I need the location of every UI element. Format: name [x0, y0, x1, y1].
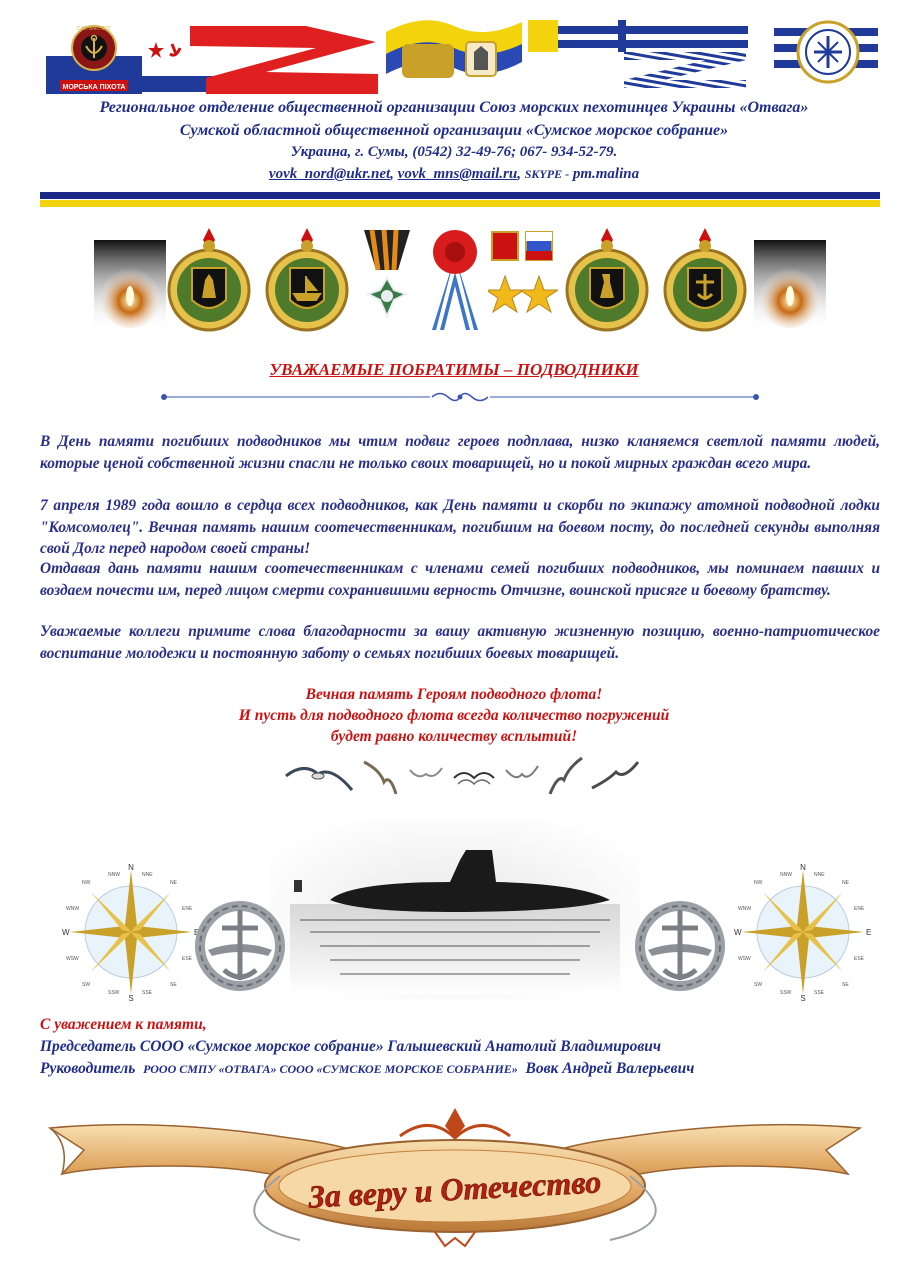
compass-ne: NE — [170, 880, 177, 886]
yellow-stripe — [40, 200, 880, 207]
org-name-line2: Сумской областной общественной организации «Сумское морское собрание» — [179, 122, 729, 139]
compass-s: S — [800, 994, 806, 1002]
compass-ese: ESE — [182, 956, 193, 962]
seagull-icon — [452, 762, 496, 792]
compass-sw: SW — [82, 982, 91, 988]
compass-n: N — [800, 863, 806, 872]
compass-ene: ENE — [182, 906, 193, 912]
compass-w: W — [734, 928, 742, 937]
paragraph-4: Уважаемые коллеги примите слова благодарности за вашу активную жизненную позицию, военно-патриотическое воспитание молодежи и постоянную заботу о семьях погибших боевых товарищей. — [40, 623, 880, 662]
compass-nw: NW — [82, 880, 91, 886]
compass-sw: SW — [754, 982, 763, 988]
paragraph-1: В День памяти погибших подводников мы чтим подвиг героев подплава, низко кланяемся светлой памяти людей, которые ценой собственной жизни спасли не только своих товарищей, но и покой мирных граждан всего мира. — [40, 433, 880, 472]
wish-line-2: будет равно количеству всплытий! — [330, 728, 578, 745]
email-link-1[interactable]: vovk_nord@ukr.net — [268, 166, 391, 182]
compass-wsw: WSW — [738, 956, 751, 962]
contacts-line — [0, 166, 908, 183]
compass-rose-icon — [56, 862, 206, 1002]
signature-head — [40, 1060, 694, 1078]
compass-wnw: WNW — [66, 906, 80, 912]
signature-head-prefix: Руководитель — [40, 1060, 136, 1077]
seagull-icon — [502, 758, 542, 792]
seagulls-row — [280, 752, 640, 802]
signature-head-org: РООО СМПУ «ОТВАГА» СООО «СУМСКОЕ МОРСКОЕ СОБРАНИЕ» — [143, 1062, 518, 1076]
candle-icon — [754, 240, 826, 332]
blue-stripe — [40, 192, 880, 199]
compass-nnw: NNW — [108, 872, 120, 878]
seagull-icon — [360, 756, 400, 798]
logo-ring-text: СИЛ ВМС ЗСУ — [77, 26, 111, 32]
skype-value: pm.malina — [572, 166, 640, 182]
org-name-line1: Региональное отделение общественной организации Союз морских пехотинцев Украины «Отвага» — [99, 99, 809, 116]
compass-e: E — [866, 928, 872, 937]
hero-stars-icon — [488, 228, 558, 334]
paragraph-3: Отдавая дань памяти нашим соотечественникам с членами семей погибших подводников, мы поминаем павших и воздаем почести им, перед лицом смерти сохранившими верность Отчизне, воинской присяге и боевому братству. — [40, 560, 880, 599]
compass-ene: ENE — [854, 906, 865, 912]
submarine-badge-icon — [632, 898, 728, 994]
compass-nne: NNE — [142, 872, 153, 878]
compass-n: N — [128, 863, 134, 872]
compass-ssw: SSW — [108, 990, 120, 996]
comma-sep: , — [390, 166, 398, 182]
signature-chairman: Председатель СООО «Сумское морское собрание» Галышевский Анатолий Владимирович — [40, 1038, 662, 1055]
compass-sse: SSE — [814, 990, 825, 996]
compass-ese: ESE — [854, 956, 865, 962]
ribbon-banner-icon — [40, 1104, 870, 1254]
city-crest-icon — [166, 226, 252, 336]
compass-s: S — [128, 994, 134, 1002]
compass-sse: SSE — [142, 990, 153, 996]
signature-head-name: Вовк Андрей Валерьевич — [525, 1060, 695, 1077]
z-flag-icon — [186, 26, 386, 94]
compass-ssw: SSW — [780, 990, 792, 996]
candle-icon — [94, 240, 166, 332]
marine-corps-logo-icon — [46, 24, 142, 94]
compass-se: SE — [170, 982, 177, 988]
header-flags-row — [40, 10, 880, 90]
submarine-icon — [270, 820, 640, 1000]
seagull-icon — [284, 756, 354, 798]
compass-wnw: WNW — [738, 906, 752, 912]
wish-line-1: И пусть для подводного флота всегда количество погружений — [238, 707, 670, 724]
submarine-badge-icon — [192, 898, 288, 994]
compass-wsw: WSW — [66, 956, 79, 962]
logo-caption: МОРСЬКА ПІХОТА — [62, 84, 126, 91]
compass-nw: NW — [754, 880, 763, 886]
skype-label: SKYPE - — [524, 167, 570, 181]
compass-nne: NNE — [814, 872, 825, 878]
city-crest-icon — [564, 226, 650, 336]
st-george-cross-icon — [358, 228, 416, 334]
city-crest-icon — [264, 226, 350, 336]
compass-rose-icon — [728, 862, 878, 1002]
compass-nnw: NNW — [780, 872, 792, 878]
city-crest-icon — [662, 226, 748, 336]
seagull-icon — [590, 758, 640, 794]
seagull-icon — [406, 760, 446, 794]
compass-e: E — [194, 928, 200, 937]
compass-ne: NE — [842, 880, 849, 886]
medals-row — [90, 226, 830, 338]
compass-se: SE — [842, 982, 849, 988]
yellow-blue-ribbon-icon — [384, 12, 524, 90]
page-title: УВАЖАЕМЫЕ ПОБРАТИМЫ – ПОДВОДНИКИ — [269, 360, 639, 379]
email-link-2[interactable]: vovk_mns@mail.ru — [397, 166, 518, 182]
z-pennant-icon — [620, 50, 750, 90]
signature-greeting: С уважением к памяти, — [40, 1016, 207, 1033]
red-flower-ribbon-icon — [424, 226, 486, 334]
address-phone-line: Украина, г. Сумы, (0542) 32-49-76; 067- 934-52-79. — [290, 144, 618, 160]
compass-w: W — [62, 928, 70, 937]
ornament-divider — [160, 390, 760, 404]
memory-line: Вечная память Героям подводного флота! — [305, 686, 603, 703]
banner-text: За веру и Отечество — [307, 1163, 602, 1215]
round-naval-emblem-icon — [774, 14, 878, 90]
comma-sep: , — [517, 166, 525, 182]
seagull-icon — [546, 754, 586, 798]
paragraph-2: 7 апреля 1989 года вошло в сердца всех подводников, как День памяти и скорби по экипажу атомной подводной лодки "Комсомолец". Вечная память нашим соотечественникам, погибшим на боевом посту, до последней секунды выполняя свой Долг перед народом своей страны! — [40, 497, 880, 557]
